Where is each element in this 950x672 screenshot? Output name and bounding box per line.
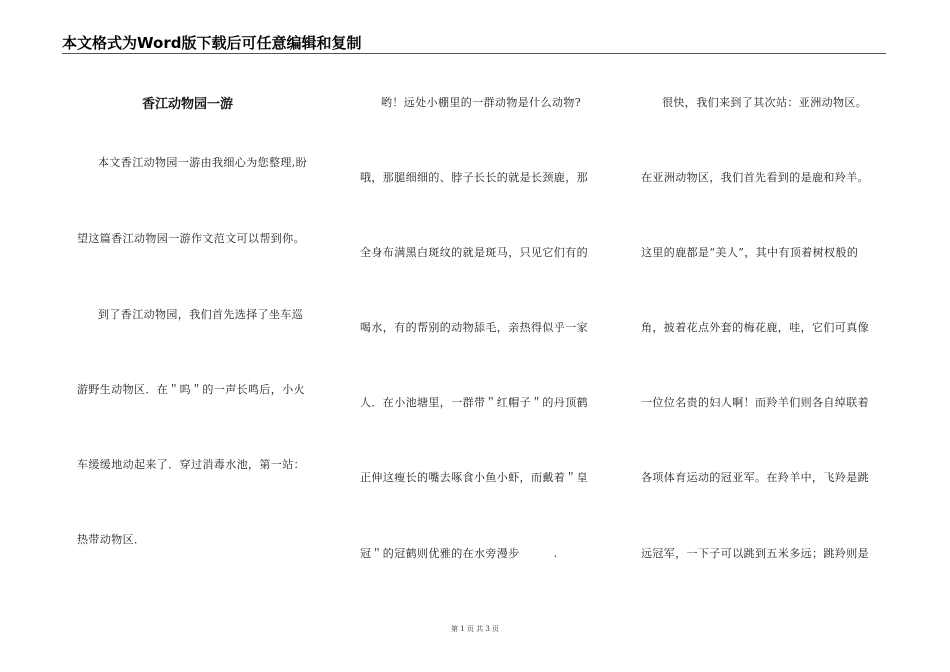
text-line: 喝水，有的帮别的动物舔毛，亲热得似乎一家 [360,321,588,334]
header-divider [62,53,886,54]
text-line: 哟！远处小棚里的一群动物是什么动物? [381,96,582,109]
text-line: 在亚洲动物区，我们首先看到的是鹿和羚羊。 [641,171,869,184]
text-line: 角，披着花点外套的梅花鹿，哇，它们可真像 [641,321,869,334]
text-line: 各项体育运动的冠亚军。在羚羊中，飞羚是跳 [641,471,869,484]
text-line: 人．在小池塘里，一群带＂红帽子＂的丹顶鹤 [360,396,588,409]
text-line: 望这篇香江动物园一游作文范文可以帮到你。 [77,232,305,245]
text-line: 冠＂的冠鹤则优雅的在水旁漫步 . [360,547,558,560]
text-line: 全身布满黑白斑纹的就是斑马，只见它们有的 [360,246,588,259]
text-line: 到了香江动物园，我们首先选择了坐车巡 [98,308,304,321]
article-title: 香江动物园一游 [142,97,234,112]
text-line: 游野生动物区．在＂呜＂的一声长鸣后，小火 [77,383,305,396]
text-line: 一位位名贵的妇人啊！而羚羊们则各自绰联着 [641,396,869,409]
text-line: 远冠军，一下子可以跳到五米多远；跳羚则是 [641,547,869,560]
text-line: 本文香江动物园一游由我细心为您整理,盼 [98,156,308,169]
text-line: 正伸这瘦长的嘴去啄食小鱼小虾，而戴着＂皇 [360,471,588,484]
text-line: 车缓缓地动起来了．穿过消毒水池，第一站： [77,458,305,471]
document-header: 本文格式为Word版下载后可任意编辑和复制 [62,34,362,52]
text-line: 哦，那腿细细的、脖子长长的就是长颈鹿，那 [360,171,588,184]
text-line: 这里的鹿都是“美人”，其中有顶着树杈般的 [641,246,859,259]
text-line: 热带动物区． [77,533,146,546]
text-line: 很快，我们来到了其次站：亚洲动物区。 [662,96,868,109]
page-number: 第 1 页 共 3 页 [450,625,500,633]
